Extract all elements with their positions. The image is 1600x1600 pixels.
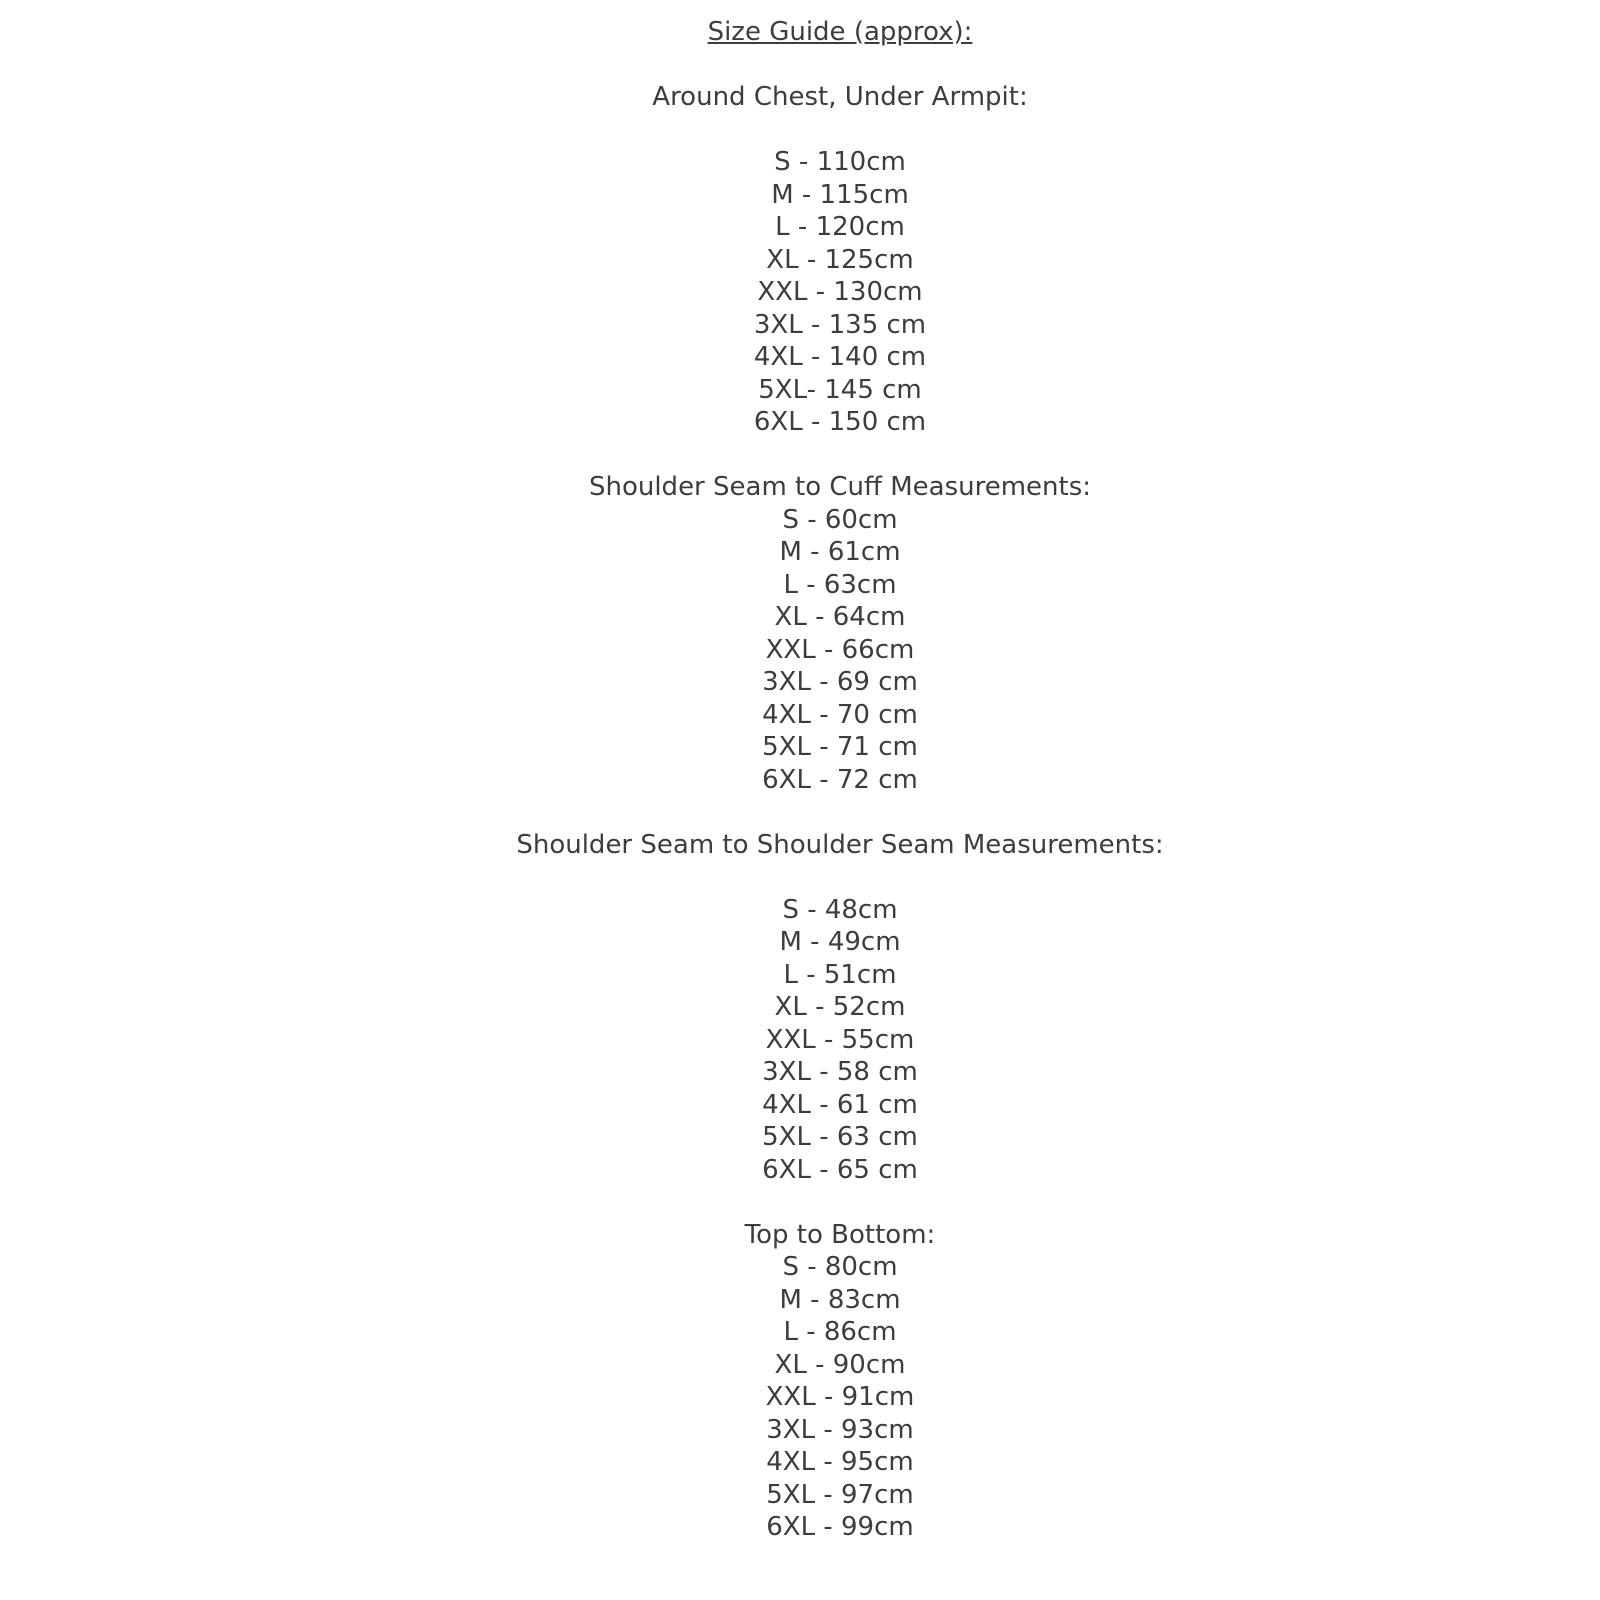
size-item: 3XL - 58 cm: [762, 1057, 918, 1087]
size-item: 6XL - 150 cm: [753, 407, 927, 437]
size-guide: [40, 0, 1600, 1544]
size-item: 6XL - 99cm: [766, 1512, 914, 1542]
size-item: XL - 125cm: [766, 244, 914, 275]
size-item: M - 49cm: [779, 927, 901, 957]
size-item: L - 51cm: [783, 959, 897, 990]
section-heading: Top to Bottom:: [744, 1219, 936, 1250]
size-item: S - 110cm: [774, 147, 906, 177]
size-item: 5XL - 63 cm: [762, 1122, 918, 1152]
size-item: XL - 52cm: [774, 992, 906, 1022]
size-item: XXL - 91cm: [765, 1382, 915, 1412]
size-item: 3XL - 93cm: [766, 1414, 914, 1445]
section-heading: Shoulder Seam to Cuff Measurements:: [588, 472, 1092, 502]
size-item: XL - 90cm: [774, 1349, 906, 1380]
size-item: XXL - 66cm: [765, 634, 915, 665]
size-item: 4XL - 70 cm: [762, 699, 918, 730]
size-item: S - 80cm: [782, 1252, 898, 1282]
size-item: M - 83cm: [779, 1284, 901, 1315]
size-item: M - 61cm: [779, 537, 901, 567]
size-item: 3XL - 69 cm: [762, 667, 918, 697]
size-item: S - 48cm: [782, 894, 898, 925]
size-item: XXL - 130cm: [757, 277, 923, 307]
size-item: 6XL - 65 cm: [762, 1154, 918, 1185]
size-item: S - 60cm: [782, 504, 898, 535]
size-item: L - 86cm: [783, 1317, 897, 1347]
size-item: 4XL - 61 cm: [762, 1089, 918, 1120]
size-item: 6XL - 72 cm: [762, 764, 918, 795]
size-item: 4XL - 95cm: [766, 1447, 914, 1477]
size-item: 4XL - 140 cm: [753, 342, 927, 372]
size-item: XL - 64cm: [774, 602, 906, 632]
size-item: 5XL - 97cm: [766, 1479, 914, 1510]
size-item: L - 63cm: [783, 569, 897, 600]
size-item: M - 115cm: [771, 179, 909, 210]
section-heading: Around Chest, Under Armpit:: [652, 82, 1028, 112]
size-item: 5XL- 145 cm: [758, 374, 922, 405]
page-title: Size Guide (approx):: [707, 17, 973, 47]
size-item: XXL - 55cm: [765, 1024, 915, 1055]
section-heading: Shoulder Seam to Shoulder Seam Measurements:: [516, 829, 1164, 860]
size-item: 3XL - 135 cm: [753, 309, 927, 340]
size-item: 5XL - 71 cm: [762, 732, 918, 762]
size-item: L - 120cm: [775, 212, 905, 242]
